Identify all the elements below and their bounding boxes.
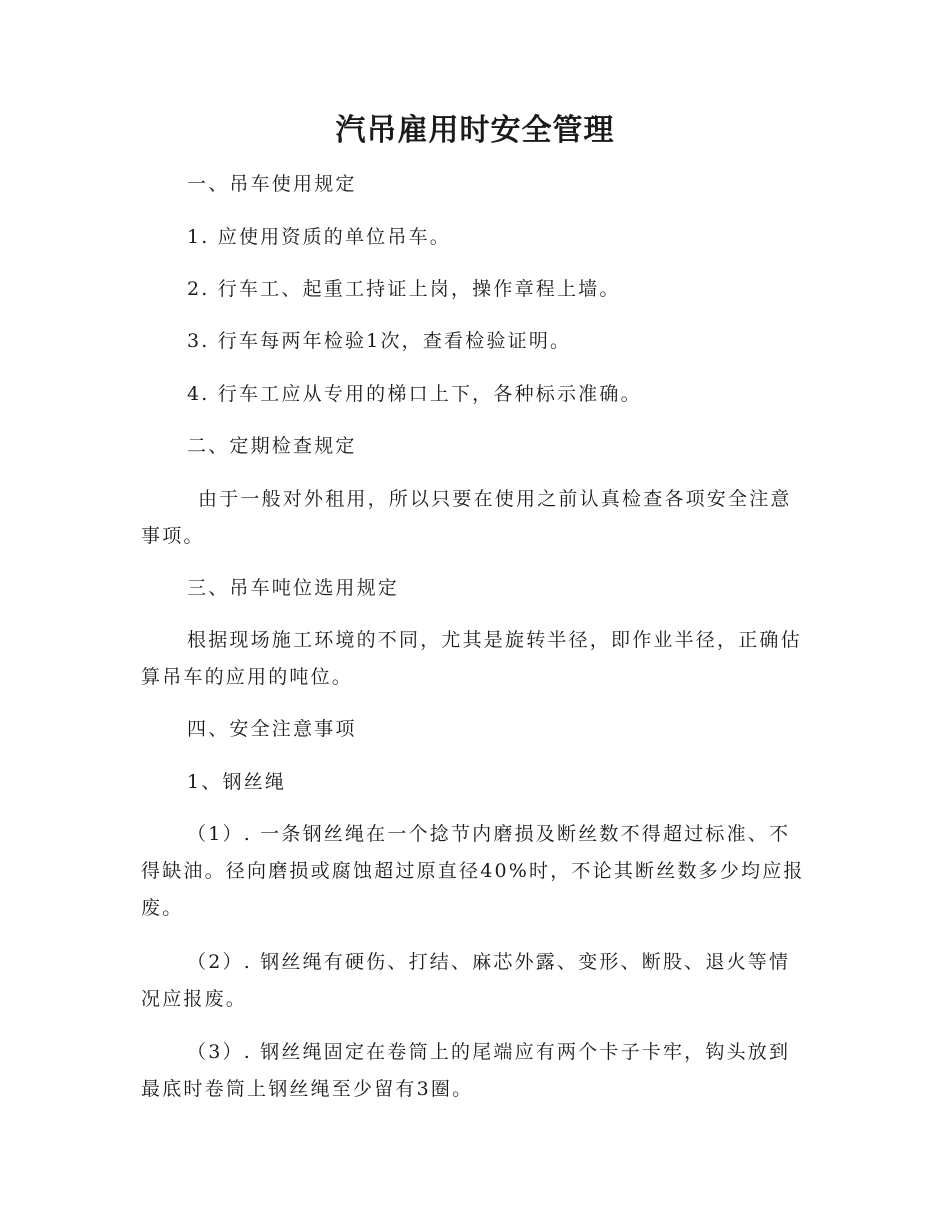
body-paragraph-inspection: 由于一般对外租用，所以只要在使用之前认真检查各项安全注意事项。 xyxy=(141,488,792,547)
section-heading-4: 四、安全注意事项 xyxy=(187,718,357,740)
list-item-4: 4. 行车工应从专用的梯口上下，各种标示准确。 xyxy=(187,383,642,405)
section-heading-1: 一、吊车使用规定 xyxy=(187,173,357,195)
section-heading-2: 二、定期检查规定 xyxy=(187,435,357,457)
wire-rope-item-3: （3）. 钢丝绳固定在卷筒上的尾端应有两个卡子卡牢，钩头放到最底时卷筒上钢丝绳至少留有3圈。 xyxy=(141,1041,791,1100)
wire-rope-item-1: （1）. 一条钢丝绳在一个捻节内磨损及断丝数不得超过标准、不得缺油。径向磨损或腐蚀超过原直径40%时，不论其断丝数多少均应报废。 xyxy=(141,823,805,919)
list-item-2: 2. 行车工、起重工持证上岗，操作章程上墙。 xyxy=(187,278,621,300)
list-item-1: 1. 应使用资质的单位吊车。 xyxy=(187,226,451,248)
subsection-heading: 1、钢丝绳 xyxy=(187,771,287,793)
section-heading-3: 三、吊车吨位选用规定 xyxy=(187,577,400,599)
wire-rope-item-2: （2）. 钢丝绳有硬伤、打结、麻芯外露、变形、断股、退火等情况应报废。 xyxy=(141,951,791,1010)
body-paragraph-tonnage: 根据现场施工环境的不同，尤其是旋转半径，即作业半径，正确估算吊车的应用的吨位。 xyxy=(141,629,802,688)
list-item-3: 3. 行车每两年检验1次，查看检验证明。 xyxy=(187,330,572,352)
document-title: 汽吊雇用时安全管理 xyxy=(335,113,615,148)
